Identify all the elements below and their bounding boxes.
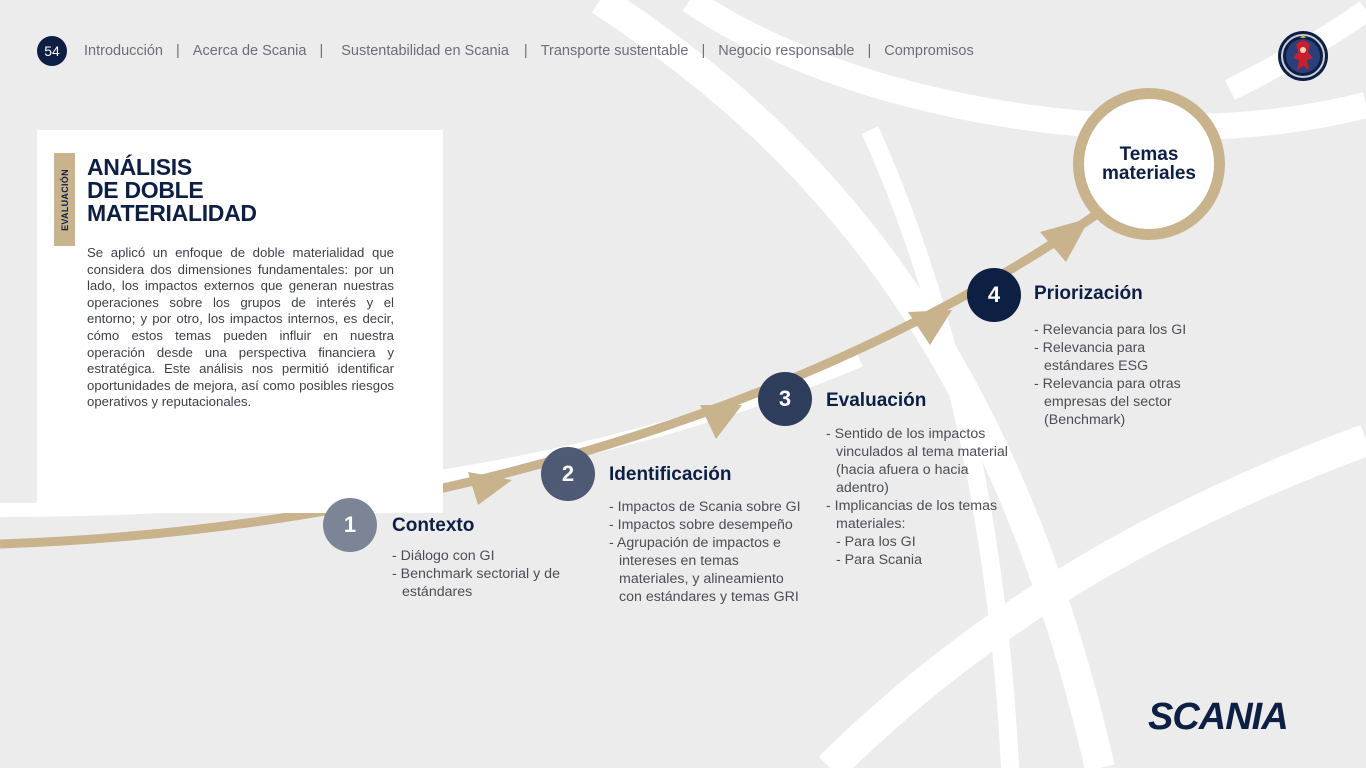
list-item: - Impactos de Scania sobre GI — [609, 498, 801, 516]
nav-separator: | — [867, 43, 872, 59]
step-3-title: Evaluación — [826, 390, 927, 411]
step-2-list — [609, 498, 801, 606]
list-item: - Diálogo con GI — [392, 547, 562, 565]
list-item: - Relevancia para otras empresas del sector (Benchmark) — [1034, 375, 1214, 429]
step-1-list — [392, 547, 562, 601]
top-navigation — [84, 42, 974, 60]
step-2-title: Identificación — [609, 464, 732, 485]
list-item: - Agrupación de impactos e intereses en temas materiales, y alineamiento con estándares y temas GRI — [609, 534, 801, 606]
intro-paragraph: Se aplicó un enfoque de doble materialidad que considera dos dimensiones fundamentales: por un lado, los impactos externos que generan nuestras operaciones sobre los grupos de interés y el entorno; y por otro, los impactos internos, es decir, cómo estos temas pueden influir en nuestra operación desde una perspectiva financiera y estratégica. Este análisis nos permitió identificar oportunidades de mejora, así como posibles riesgos operativos y reputacionales. — [87, 245, 394, 410]
scania-logo: SCANIA — [1148, 696, 1288, 738]
nav-item-introduccion[interactable]: Introducción — [84, 43, 163, 59]
list-item: - Relevancia para estándares ESG — [1034, 339, 1214, 375]
nav-separator: | — [176, 43, 180, 59]
list-item: - Implicancias de los temas materiales: — [826, 497, 1018, 533]
step-2-number: 2 — [541, 447, 595, 501]
list-item: - Impactos sobre desempeño — [609, 516, 801, 534]
step-1-number: 1 — [323, 498, 377, 552]
nav-separator: | — [523, 43, 528, 59]
nav-item-compromisos[interactable]: Compromisos — [884, 43, 974, 59]
section-tag-label: EVALUACIÓN — [59, 168, 70, 231]
step-4-title: Priorización — [1034, 283, 1143, 304]
list-subitem: - Para los GI — [826, 533, 1018, 551]
step-4-list — [1034, 321, 1214, 429]
list-subitem: - Para Scania — [826, 551, 1018, 569]
step-4-number: 4 — [967, 268, 1021, 322]
list-item: - Benchmark sectorial y de estándares — [392, 565, 562, 601]
goal-circle — [1073, 88, 1225, 240]
nav-item-negocio-responsable[interactable]: Negocio responsable — [718, 43, 855, 59]
step-3-number: 3 — [758, 372, 812, 426]
section-tag — [54, 153, 75, 246]
list-item: - Relevancia para los GI — [1034, 321, 1214, 339]
step-3-list — [826, 425, 1018, 569]
step-1-title: Contexto — [392, 515, 475, 536]
list-item: - Sentido de los impactos vinculados al tema material (hacia afuera o hacia adentro) — [826, 425, 1018, 497]
nav-item-transporte-sustentable[interactable]: Transporte sustentable — [540, 43, 689, 59]
page-title: ANÁLISIS DE DOBLE MATERIALIDAD — [87, 154, 257, 226]
nav-separator: | — [319, 43, 324, 59]
scania-griffin-crest-icon[interactable] — [1277, 30, 1329, 82]
goal-label: Temas materiales — [1101, 144, 1196, 184]
nav-item-acerca-de-scania[interactable]: Acerca de Scania — [192, 43, 307, 59]
page-number-badge: 54 — [37, 36, 67, 66]
nav-separator: | — [701, 43, 706, 59]
intro-panel — [37, 130, 443, 513]
nav-item-sustentabilidad[interactable]: Sustentabilidad en Scania — [341, 43, 509, 59]
